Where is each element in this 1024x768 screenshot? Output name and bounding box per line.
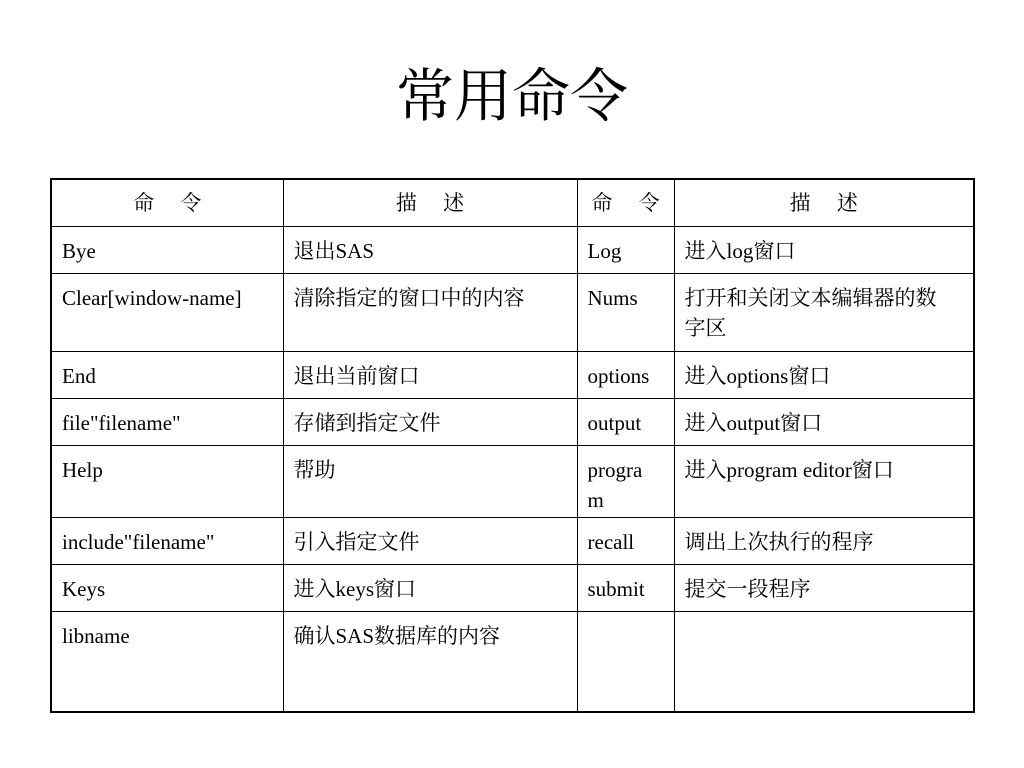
command-cell: file"filename": [51, 398, 283, 445]
description-cell: 进入log窗口: [674, 226, 974, 273]
header-description-2: 描 述: [674, 179, 974, 226]
description-cell: 退出SAS: [283, 226, 577, 273]
description-cell: 进入keys窗口: [283, 564, 577, 611]
command-cell: program: [577, 445, 674, 517]
description-cell: 存储到指定文件: [283, 398, 577, 445]
description-cell: 清除指定的窗口中的内容: [283, 273, 577, 351]
header-command-1: 命 令: [51, 179, 283, 226]
description-cell: 打开和关闭文本编辑器的数字区: [674, 273, 974, 351]
command-cell: include"filename": [51, 517, 283, 564]
description-cell: 提交一段程序: [674, 564, 974, 611]
table-row: [51, 226, 974, 273]
description-cell: 进入options窗口: [674, 351, 974, 398]
command-cell: recall: [577, 517, 674, 564]
command-cell: submit: [577, 564, 674, 611]
command-cell: output: [577, 398, 674, 445]
table-row: [51, 611, 974, 712]
command-cell: options: [577, 351, 674, 398]
command-cell: libname: [51, 611, 283, 712]
table-row: [51, 445, 974, 517]
table-row: [51, 564, 974, 611]
description-cell: 确认SAS数据库的内容: [283, 611, 577, 712]
command-cell: Clear[window-name]: [51, 273, 283, 351]
command-cell: Log: [577, 226, 674, 273]
table-header-row: [51, 179, 974, 226]
command-cell: Keys: [51, 564, 283, 611]
description-cell: 帮助: [283, 445, 577, 517]
header-command-2: 命 令: [577, 179, 674, 226]
table-row: [51, 398, 974, 445]
table-row: [51, 273, 974, 351]
header-description-1: 描 述: [283, 179, 577, 226]
page-title: 常用命令: [395, 62, 628, 130]
command-cell: [577, 611, 674, 712]
description-cell: 调出上次执行的程序: [674, 517, 974, 564]
description-cell: 退出当前窗口: [283, 351, 577, 398]
commands-table: [50, 178, 975, 713]
table-row: [51, 517, 974, 564]
description-cell: 进入output窗口: [674, 398, 974, 445]
description-cell: 引入指定文件: [283, 517, 577, 564]
command-cell: Help: [51, 445, 283, 517]
command-cell: End: [51, 351, 283, 398]
command-cell: Nums: [577, 273, 674, 351]
command-cell: Bye: [51, 226, 283, 273]
description-cell: 进入program editor窗口: [674, 445, 974, 517]
description-cell: [674, 611, 974, 712]
table-row: [51, 351, 974, 398]
